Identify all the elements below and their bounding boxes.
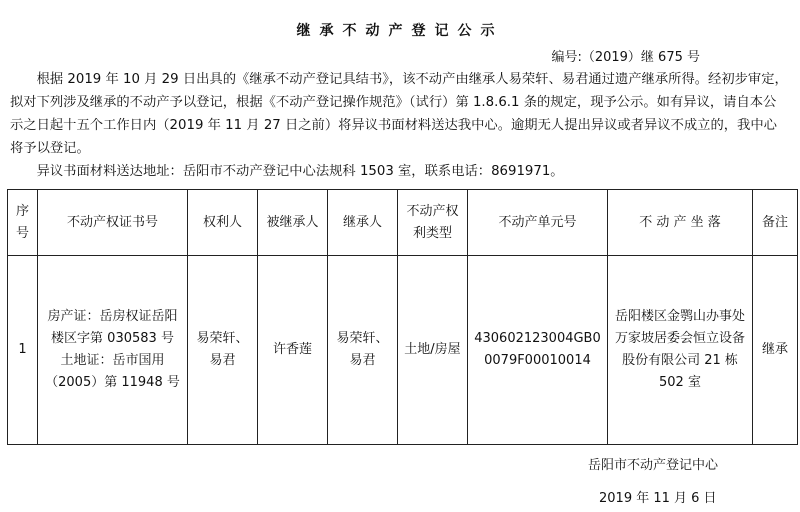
cell-unit-no: 430602123004GB00079F00010014 — [468, 256, 608, 445]
objection-address-paragraph: 异议书面材料送达地址：岳阳市不动产登记中心法规科 1503 室，联系电话：8691971。 — [36, 164, 564, 179]
cell-decedent: 许香莲 — [258, 256, 328, 445]
issue-date: 2019 年 11 月 6 日 — [599, 491, 717, 506]
issuer-name: 岳阳市不动产登记中心 — [588, 458, 719, 473]
header-heir: 继承人 — [328, 190, 398, 256]
cell-seq: 1 — [8, 256, 38, 445]
header-seq: 序号 — [8, 190, 38, 256]
cell-heir: 易荣轩、易君 — [328, 256, 398, 445]
notice-title: 继承不动产登记公示 — [296, 23, 504, 39]
header-right-type: 不动产权利类型 — [398, 190, 468, 256]
header-decedent: 被继承人 — [258, 190, 328, 256]
cell-cert: 房产证：岳房权证岳阳楼区字第 030583 号 土地证：岳市国用（2005）第 11948 号 — [38, 256, 188, 445]
registration-table — [7, 189, 798, 445]
header-owner: 权利人 — [188, 190, 258, 256]
cell-location: 岳阳楼区金鹗山办事处万家坡居委会恒立设备股份有限公司 21 栋 502 室 — [608, 256, 753, 445]
table-row — [8, 256, 798, 445]
notice-body-paragraph: 根据 2019 年 10 月 29 日出具的《继承不动产登记具结书》，该不动产由继承人易荣轩、易君通过遗产继承所得。经初步审定， 拟对下列涉及继承的不动产予以登记，根据《不动产登记操作规范》（试行）第 1.8.6.1 条的规定，现予公示。如有异议，请自本公示之日起十五个工作日内（2019 年 11 月 27 日之前）将异议书面材料送达我中心。逾期无人提出异议或者异议不成立的，我中心将予以登记。 — [10, 72, 788, 156]
cell-right-type: 土地/房屋 — [398, 256, 468, 445]
document-number: 编号:（2019）继 675 号 — [551, 50, 700, 65]
cell-owner: 易荣轩、易君 — [188, 256, 258, 445]
header-remark: 备注 — [753, 190, 798, 256]
header-unit-no: 不动产单元号 — [468, 190, 608, 256]
table-header-row — [8, 190, 798, 256]
cell-remark: 继承 — [753, 256, 798, 445]
header-location: 不 动 产 坐 落 — [608, 190, 753, 256]
header-cert: 不动产权证书号 — [38, 190, 188, 256]
